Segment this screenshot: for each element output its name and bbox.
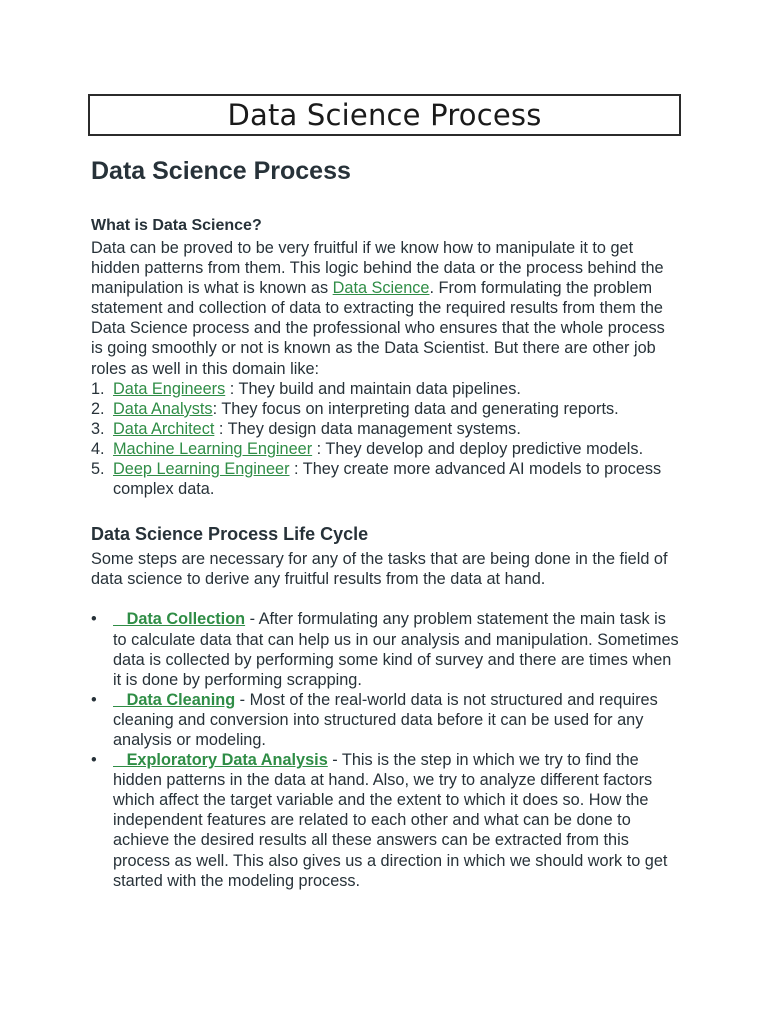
list-item	[91, 750, 681, 891]
role-description: : They create more advanced AI models to process complex data.	[113, 460, 662, 499]
data-engineers-link[interactable]: Data Engineers	[113, 379, 226, 398]
role-description: : They develop and deploy predictive models.	[312, 439, 644, 458]
step-description: - This is the step in which we try to find the hidden patterns in the data at hand. Also, we try to analyze different factors which affect the target variable and the extent to which it does so. How the independent features are related to each other and what can be done to achieve the desired results all these answers can be extracted from this process as well. This also gives us a direction in which we should work to get started with the modeling process.	[113, 751, 668, 890]
list-item	[91, 379, 681, 399]
list-item	[91, 609, 681, 689]
list-item	[91, 419, 681, 439]
bullet: •	[91, 751, 97, 770]
data-architect-link[interactable]: Data Architect	[113, 419, 215, 438]
what-is-text-2: . From formulating the problem statement and collection of data to extracting the required results from them the Data Science process and the professional who ensures that the whole process is going smoothly or not is known as the Data Scientist. But there are other job roles as well in this domain like:	[91, 279, 665, 378]
list-number: 3.	[91, 419, 105, 438]
what-is-heading: What is Data Science?	[91, 217, 262, 234]
list-number: 5.	[91, 460, 105, 479]
data-analysts-link[interactable]: Data Analysts	[113, 399, 213, 418]
list-number: 1.	[91, 379, 105, 398]
what-is-paragraph	[91, 238, 681, 379]
job-roles-list	[91, 379, 681, 500]
data-cleaning-link[interactable]: Data Cleaning	[113, 690, 236, 709]
list-item	[91, 690, 681, 750]
exploratory-data-analysis-link[interactable]: Exploratory Data Analysis	[113, 751, 328, 770]
list-item	[91, 459, 681, 499]
box-title: Data Science Process	[227, 98, 542, 132]
lifecycle-intro: Some steps are necessary for any of the tasks that are being done in the field of data science to derive any fruitful results from the data at hand.	[91, 550, 668, 589]
machine-learning-engineer-link[interactable]: Machine Learning Engineer	[113, 439, 313, 458]
step-description: - Most of the real-world data is not structured and requires cleaning and conversion into structured data before it can be used for any analysis or modeling.	[113, 690, 658, 749]
what-is-text-1: Data can be proved to be very fruitful if we know how to manipulate it to get hidden patterns from them. This logic behind the data or the process behind the manipulation is what is known as	[91, 239, 664, 298]
list-item	[91, 439, 681, 459]
lifecycle-heading: Data Science Process Life Cycle	[91, 524, 369, 545]
bullet: •	[91, 610, 97, 629]
article-body	[91, 154, 681, 891]
step-description: - After formulating any problem statement the main task is to calculate data that can help us in our analysis and manipulation. Sometimes data is collected by performing some kind of survey and there are times when it is done by performing scrapping.	[113, 610, 679, 689]
lifecycle-steps-list	[91, 609, 681, 890]
article-title: Data Science Process	[91, 157, 351, 185]
bullet: •	[91, 690, 97, 709]
role-description: : They focus on interpreting data and generating reports.	[212, 399, 619, 418]
title-box	[88, 94, 681, 136]
data-collection-link[interactable]: Data Collection	[113, 610, 246, 629]
list-item	[91, 399, 681, 419]
role-description: : They build and maintain data pipelines.	[225, 379, 521, 398]
list-number: 4.	[91, 439, 105, 458]
deep-learning-engineer-link[interactable]: Deep Learning Engineer	[113, 460, 290, 479]
role-description: : They design data management systems.	[214, 419, 521, 438]
data-science-link[interactable]: Data Science	[332, 279, 430, 298]
list-number: 2.	[91, 399, 105, 418]
